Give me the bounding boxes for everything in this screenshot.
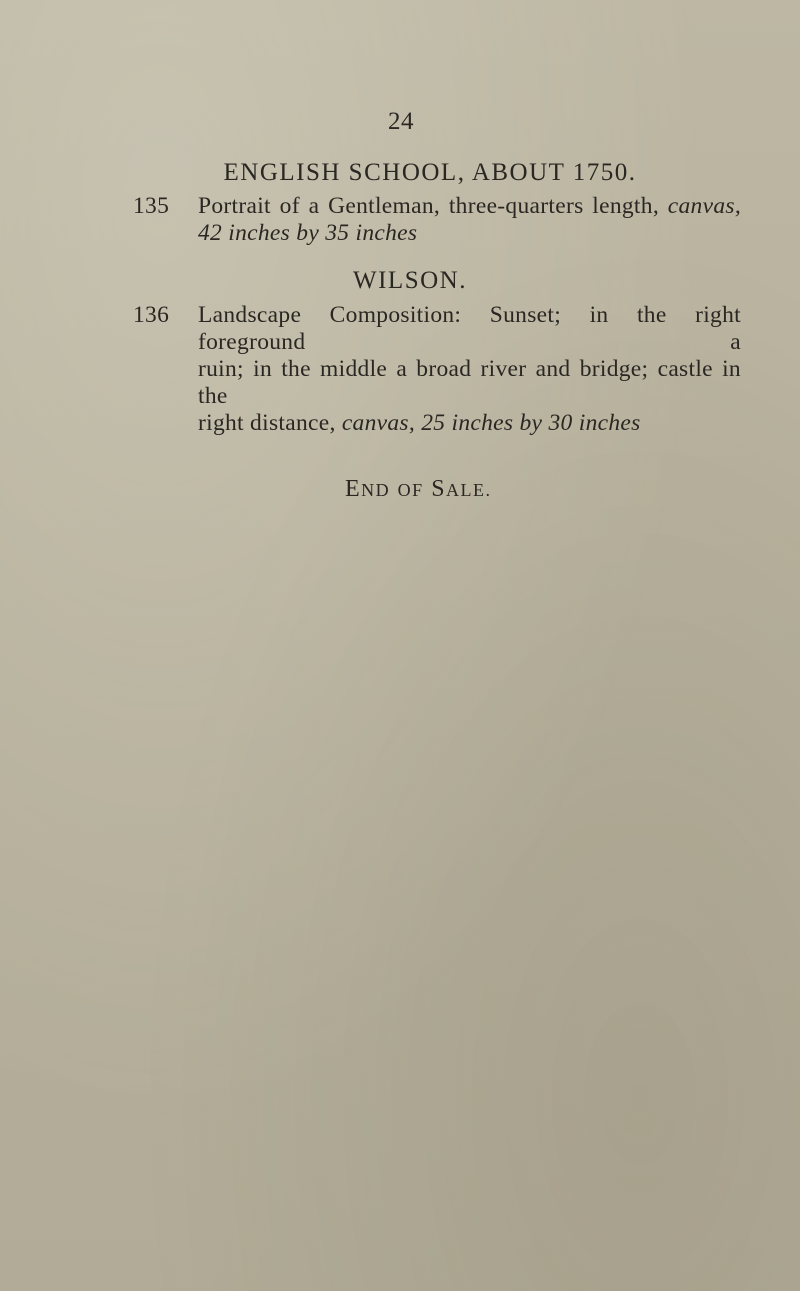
- section-heading-english-school: ENGLISH SCHOOL, ABOUT 1750.: [223, 159, 637, 186]
- lot-entry-136: [133, 302, 741, 437]
- lot-number: 135: [133, 193, 170, 219]
- lot-description-line: [198, 193, 741, 220]
- lot-medium-dimensions: canvas, 25 inches by 30 inches: [335, 410, 641, 436]
- lot-description: [198, 302, 741, 437]
- lot-title: Portrait of a Gentleman, three-quarters length,: [198, 193, 659, 219]
- lot-description-line: [198, 410, 741, 437]
- end-of-sale-cap: E: [345, 476, 362, 502]
- end-of-sale-smallcaps: OF: [397, 480, 424, 500]
- end-of-sale-cap: S: [431, 476, 447, 502]
- section-heading-wilson: WILSON.: [353, 267, 467, 294]
- page-number: 24: [388, 108, 414, 135]
- lot-description: [198, 193, 741, 247]
- lot-description-line: Landscape Composition: Sunset; in the right foreground a: [198, 302, 741, 355]
- end-of-sale-smallcaps: ND: [361, 480, 391, 500]
- lot-medium: canvas,: [659, 193, 741, 219]
- end-of-sale: [345, 476, 492, 503]
- lot-description-text: right distance,: [198, 410, 336, 436]
- lot-dimensions: 42 inches by 35 inches: [198, 220, 418, 246]
- lot-number: 136: [133, 302, 170, 328]
- lot-description-line: ruin; in the middle a broad river and bridge; castle in the: [198, 356, 741, 409]
- end-of-sale-smallcaps: ALE.: [446, 480, 492, 500]
- lot-entry-135: [133, 193, 741, 247]
